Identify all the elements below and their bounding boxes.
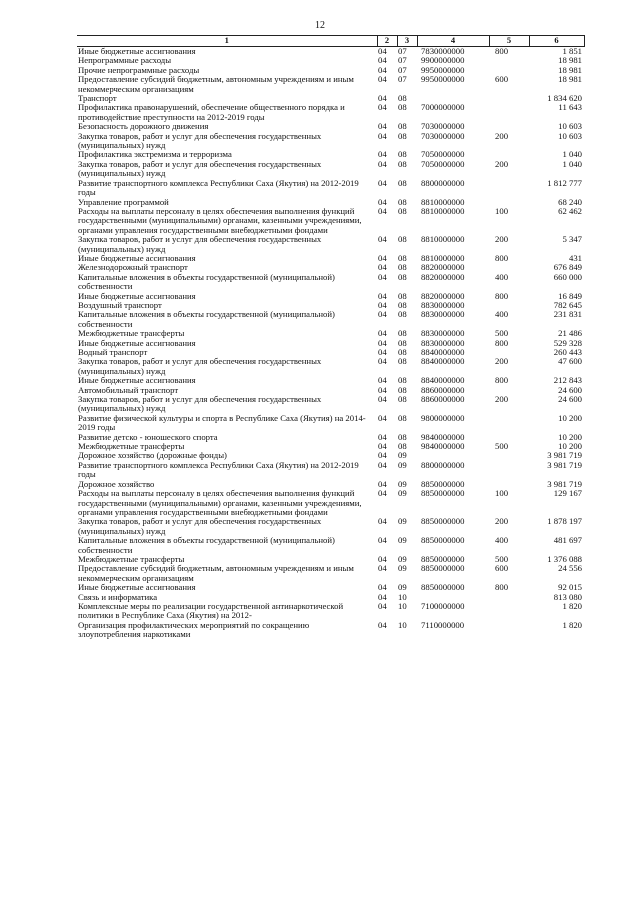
- row-target-article: 8820000000: [421, 290, 465, 301]
- row-target-article: 7110000000: [421, 619, 465, 630]
- row-amount: 481 697: [553, 535, 582, 546]
- row-name: Воздушный транспорт: [78, 299, 162, 310]
- row-amount: 3 981 719: [547, 459, 582, 470]
- row-section: 04: [378, 375, 387, 386]
- row-subsection: 09: [398, 535, 407, 546]
- row-amount: 18 981: [558, 55, 582, 66]
- row-name: Прочие непрограммные расходы: [78, 64, 200, 75]
- row-subsection: 07: [398, 55, 407, 66]
- row-amount: 529 328: [553, 337, 582, 348]
- row-target-article: 8840000000: [421, 375, 465, 386]
- row-name: Непрограммные расходы: [78, 55, 172, 66]
- row-expense-type: 100: [495, 488, 509, 499]
- row-subsection: 08: [398, 299, 407, 310]
- row-amount: 431: [568, 252, 582, 263]
- row-subsection: 10: [398, 600, 407, 611]
- row-subsection: 10: [398, 619, 407, 630]
- row-target-article: 8840000000: [421, 347, 465, 357]
- row-expense-type: [489, 179, 529, 198]
- row-amount: 5 347: [562, 234, 582, 245]
- row-amount: 676 849: [553, 262, 582, 273]
- row-expense-type: 400: [495, 309, 509, 320]
- row-subsection: 08: [398, 412, 407, 423]
- row-amount: 10 200: [558, 431, 582, 442]
- table-row: [77, 235, 584, 254]
- row-target-article: 7050000000: [421, 149, 465, 160]
- row-target-article: 8800000000: [421, 459, 465, 470]
- row-name: Капитальные вложения в объекты государственной (муниципальной) собственности: [78, 535, 335, 555]
- row-section: 04: [378, 563, 387, 574]
- row-amount: 18 981: [558, 64, 582, 75]
- row-target-article: 8850000000: [421, 516, 465, 527]
- row-name: Закупка товаров, работ и услуг для обеспечения государственных (муниципальных) нужд: [78, 234, 322, 254]
- row-section: 04: [378, 309, 387, 320]
- row-expense-type: [489, 94, 529, 103]
- row-subsection: 08: [398, 158, 407, 169]
- table-row: [77, 564, 584, 583]
- row-name: Автомобильный транспорт: [78, 384, 179, 395]
- row-subsection: 08: [398, 177, 407, 188]
- row-subsection: 09: [398, 553, 407, 564]
- row-amount: 24 600: [558, 384, 582, 395]
- row-name: Закупка товаров, работ и услуг для обеспечения государственных (муниципальных) нужд: [78, 516, 322, 536]
- row-subsection: 08: [398, 337, 407, 348]
- row-name: Дорожное хозяйство: [78, 478, 155, 489]
- row-name: Межбюджетные трансферты: [78, 441, 185, 452]
- row-amount: 47 600: [558, 356, 582, 367]
- row-expense-type: 600: [495, 563, 509, 574]
- row-subsection: 08: [398, 328, 407, 339]
- row-amount: 782 645: [553, 299, 582, 310]
- row-section: 04: [378, 271, 387, 282]
- row-expense-type: [489, 602, 529, 621]
- row-amount: 21 486: [558, 328, 582, 339]
- row-expense-type: 200: [495, 394, 509, 405]
- row-subsection: 08: [398, 93, 407, 104]
- row-subsection: 07: [398, 64, 407, 75]
- row-amount: 813 080: [553, 591, 582, 602]
- row-section: 04: [378, 64, 387, 75]
- row-name: Транспорт: [78, 93, 117, 104]
- row-subsection: 09: [398, 516, 407, 527]
- row-subsection: 08: [398, 130, 407, 141]
- row-subsection: 08: [398, 356, 407, 367]
- row-name: Закупка товаров, работ и услуг для обеспечения государственных (муниципальных) нужд: [78, 158, 322, 179]
- table-row: [77, 602, 584, 621]
- row-name: Предоставление субсидий бюджетным, автономным учреждениям и иным некоммерческим организациям: [78, 563, 354, 583]
- row-target-article: 7830000000: [421, 46, 465, 56]
- row-target-article: 9840000000: [421, 441, 465, 452]
- row-expense-type: 200: [495, 130, 509, 141]
- row-expense-type: 800: [495, 46, 509, 56]
- row-section: 04: [378, 356, 387, 367]
- row-amount: 1 851: [562, 46, 582, 56]
- row-subsection: 08: [398, 384, 407, 395]
- row-subsection: 09: [398, 478, 407, 489]
- row-amount: 24 600: [558, 394, 582, 405]
- row-name: Управление программой: [78, 196, 169, 207]
- row-name: Связь и информатика: [78, 591, 158, 602]
- row-subsection: 08: [398, 121, 407, 132]
- row-amount: 1 376 088: [547, 553, 582, 564]
- row-target-article: 9950000000: [421, 74, 465, 85]
- table-row: [77, 517, 584, 536]
- table-row: [77, 339, 584, 348]
- row-target-article: 8830000000: [421, 328, 465, 339]
- row-section: 04: [378, 516, 387, 527]
- row-target-article: 8830000000: [421, 337, 465, 348]
- table-row: [77, 395, 584, 414]
- row-section: 04: [378, 450, 387, 461]
- row-target-article: 8850000000: [421, 582, 465, 593]
- column-header: 3: [397, 36, 417, 47]
- row-section: 04: [378, 121, 387, 132]
- row-subsection: 07: [398, 46, 407, 56]
- row-name: Иные бюджетные ассигнования: [78, 252, 196, 263]
- budget-table: [77, 35, 585, 640]
- table-header-row: [77, 36, 584, 47]
- row-target-article: 7030000000: [421, 121, 465, 132]
- row-section: 04: [378, 591, 387, 602]
- row-amount: 10 200: [558, 412, 582, 423]
- table-row: [77, 489, 584, 517]
- row-name: Безопасность дорожного движения: [78, 121, 209, 132]
- row-expense-type: [489, 414, 529, 433]
- row-section: 04: [378, 600, 387, 611]
- row-section: 04: [378, 55, 387, 66]
- row-amount: 10 603: [558, 130, 582, 141]
- table-row: [77, 414, 584, 433]
- row-subsection: 08: [398, 347, 407, 357]
- row-section: 04: [378, 347, 387, 357]
- table-row: [77, 273, 584, 292]
- row-name: Иные бюджетные ассигнования: [78, 290, 196, 301]
- row-target-article: 7100000000: [421, 600, 465, 611]
- row-section: 04: [378, 441, 387, 452]
- row-subsection: 08: [398, 205, 407, 216]
- row-section: 04: [378, 262, 387, 273]
- row-expense-type: [489, 451, 529, 460]
- row-section: 04: [378, 177, 387, 188]
- row-amount: 1 820: [562, 600, 582, 611]
- table-row: [77, 310, 584, 329]
- row-target-article: 7030000000: [421, 130, 465, 141]
- row-target-article: 7000000000: [421, 102, 465, 113]
- row-amount: 10 200: [558, 441, 582, 452]
- row-amount: 3 981 719: [547, 450, 582, 461]
- row-subsection: 08: [398, 149, 407, 160]
- row-section: 04: [378, 130, 387, 141]
- page-number: 12: [315, 20, 325, 31]
- row-expense-type: 800: [495, 582, 509, 593]
- row-subsection: 10: [398, 591, 407, 602]
- row-section: 04: [378, 384, 387, 395]
- row-name: Развитие транспортного комплекса Республики Саха (Якутия) на 2012-2019 годы: [78, 459, 359, 480]
- row-subsection: 08: [398, 441, 407, 452]
- row-amount: 212 843: [553, 375, 582, 386]
- row-name: Капитальные вложения в объекты государственной (муниципальной) собственности: [78, 271, 335, 292]
- row-target-article: 9800000000: [421, 412, 465, 423]
- column-header: 4: [417, 36, 489, 47]
- row-subsection: 08: [398, 252, 407, 263]
- row-section: 04: [378, 149, 387, 160]
- table-row: [77, 536, 584, 555]
- row-name: Железнодорожный транспорт: [78, 262, 188, 273]
- row-amount: 24 556: [558, 563, 582, 574]
- row-expense-type: [489, 103, 529, 122]
- row-target-article: 8800000000: [421, 177, 465, 188]
- row-expense-type: 400: [495, 271, 509, 282]
- row-expense-type: 400: [495, 535, 509, 546]
- row-target-article: 8860000000: [421, 394, 465, 405]
- row-name: Межбюджетные трансферты: [78, 553, 185, 564]
- table-row: [77, 357, 584, 376]
- row-target-article: 9900000000: [421, 55, 465, 66]
- row-section: 04: [378, 582, 387, 593]
- table-row: [77, 132, 584, 151]
- row-section: 04: [378, 328, 387, 339]
- row-name: Дорожное хозяйство (дорожные фонды): [78, 450, 227, 461]
- row-expense-type: [489, 621, 529, 640]
- row-section: 04: [378, 46, 387, 56]
- row-expense-type: 600: [495, 74, 509, 85]
- row-amount: 129 167: [553, 488, 582, 499]
- row-amount: 660 000: [553, 271, 582, 282]
- row-amount: 1 040: [562, 149, 582, 160]
- row-amount: 1 878 197: [547, 516, 582, 527]
- row-subsection: 09: [398, 450, 407, 461]
- row-amount: 18 981: [558, 74, 582, 85]
- row-expense-type: 500: [495, 328, 509, 339]
- row-subsection: 08: [398, 234, 407, 245]
- row-amount: 1 834 620: [547, 93, 582, 104]
- table-row: [77, 621, 584, 640]
- row-expense-type: 800: [495, 290, 509, 301]
- column-header: 1: [77, 36, 377, 47]
- row-expense-type: 500: [495, 553, 509, 564]
- row-name: Водный транспорт: [78, 347, 148, 357]
- row-target-article: 9840000000: [421, 431, 465, 442]
- row-section: 04: [378, 535, 387, 546]
- row-target-article: 8810000000: [421, 196, 465, 207]
- row-amount: 10 603: [558, 121, 582, 132]
- row-amount: 11 643: [558, 102, 582, 113]
- table-row: [77, 160, 584, 179]
- row-name: Расходы на выплаты персоналу в целях обеспечения выполнения функций государственными (муниципальными) органами, казенными учреждениями, органами управления государственными внебюджетными фондами: [78, 488, 362, 517]
- row-section: 04: [378, 299, 387, 310]
- row-section: 04: [378, 102, 387, 113]
- row-target-article: 7050000000: [421, 158, 465, 169]
- row-name: Иные бюджетные ассигнования: [78, 46, 196, 56]
- row-amount: 16 849: [558, 290, 582, 301]
- column-header: 6: [529, 36, 584, 47]
- row-name: Развитие транспортного комплекса Республики Саха (Якутия) на 2012-2019 годы: [78, 177, 359, 198]
- row-subsection: 09: [398, 488, 407, 499]
- row-expense-type: 800: [495, 375, 509, 386]
- row-target-article: 8810000000: [421, 205, 465, 216]
- row-expense-type: [489, 56, 529, 65]
- row-name: Иные бюджетные ассигнования: [78, 375, 196, 386]
- row-section: 04: [378, 74, 387, 85]
- row-section: 04: [378, 478, 387, 489]
- row-section: 04: [378, 196, 387, 207]
- table-row: [77, 207, 584, 235]
- row-subsection: 07: [398, 74, 407, 85]
- row-expense-type: [489, 461, 529, 480]
- row-name: Развитие физической культуры и спорта в Республике Саха (Якутия) на 2014-2019 годы: [78, 412, 366, 433]
- row-target-article: 8820000000: [421, 262, 465, 273]
- row-name: Межбюджетные трансферты: [78, 328, 185, 339]
- row-section: 04: [378, 488, 387, 499]
- row-expense-type: 500: [495, 441, 509, 452]
- row-section: 04: [378, 290, 387, 301]
- row-expense-type: 200: [495, 234, 509, 245]
- row-expense-type: 800: [495, 252, 509, 263]
- row-expense-type: 200: [495, 516, 509, 527]
- row-subsection: 08: [398, 102, 407, 113]
- row-section: 04: [378, 234, 387, 245]
- row-amount: 62 462: [558, 205, 582, 216]
- row-section: 04: [378, 252, 387, 263]
- row-name: Капитальные вложения в объекты государственной (муниципальной) собственности: [78, 309, 335, 329]
- row-expense-type: 200: [495, 158, 509, 169]
- row-name: Организация профилактических мероприятий по сокращению злоупотребления наркотиками: [78, 619, 310, 640]
- row-name: Развитие детско - юношеского спорта: [78, 431, 218, 442]
- row-amount: 260 443: [553, 347, 582, 357]
- row-target-article: 8820000000: [421, 271, 465, 282]
- table-row: [77, 103, 584, 122]
- row-subsection: 09: [398, 459, 407, 470]
- column-header: 2: [377, 36, 397, 47]
- row-subsection: 08: [398, 431, 407, 442]
- row-section: 04: [378, 412, 387, 423]
- row-section: 04: [378, 93, 387, 104]
- row-target-article: 8840000000: [421, 356, 465, 367]
- row-section: 04: [378, 431, 387, 442]
- row-target-article: 8830000000: [421, 299, 465, 310]
- row-subsection: 08: [398, 309, 407, 320]
- row-name: Закупка товаров, работ и услуг для обеспечения государственных (муниципальных) нужд: [78, 356, 322, 376]
- table-body: [77, 47, 584, 640]
- row-target-article: 9950000000: [421, 64, 465, 75]
- row-target-article: 8850000000: [421, 535, 465, 546]
- table-row: [77, 75, 584, 94]
- column-header: 5: [489, 36, 529, 47]
- row-expense-type: [489, 593, 529, 602]
- row-subsection: 09: [398, 582, 407, 593]
- row-subsection: 08: [398, 271, 407, 282]
- row-section: 04: [378, 337, 387, 348]
- row-amount: 231 831: [553, 309, 582, 320]
- row-amount: 1 820: [562, 619, 582, 630]
- row-target-article: 8850000000: [421, 553, 465, 564]
- row-target-article: 8860000000: [421, 384, 465, 395]
- row-section: 04: [378, 619, 387, 630]
- row-target-article: 8850000000: [421, 563, 465, 574]
- row-expense-type: 200: [495, 356, 509, 367]
- table-row: [77, 179, 584, 198]
- row-amount: 92 015: [558, 582, 582, 593]
- row-name: Закупка товаров, работ и услуг для обеспечения государственных (муниципальных) нужд: [78, 394, 322, 414]
- row-name: Профилактика правонарушений, обеспечение общественного порядка и противодействие преступности на 2012-2019 годы: [78, 102, 345, 122]
- row-name: Профилактика экстремизма и терроризма: [78, 149, 232, 160]
- row-amount: 3 981 719: [547, 478, 582, 489]
- row-subsection: 08: [398, 290, 407, 301]
- row-section: 04: [378, 459, 387, 470]
- row-section: 04: [378, 205, 387, 216]
- row-subsection: 08: [398, 394, 407, 405]
- row-name: Иные бюджетные ассигнования: [78, 337, 196, 348]
- row-amount: 1 812 777: [547, 177, 582, 188]
- row-target-article: 8810000000: [421, 234, 465, 245]
- row-name: Расходы на выплаты персоналу в целях обеспечения выполнения функций государственными (муниципальными) органами, казенными учреждениями, органами управления государственными внебюджетными фондами: [78, 205, 362, 235]
- row-target-article: 8850000000: [421, 478, 465, 489]
- row-target-article: 8850000000: [421, 488, 465, 499]
- row-section: 04: [378, 394, 387, 405]
- table-row: [77, 461, 584, 480]
- row-subsection: 08: [398, 196, 407, 207]
- row-section: 04: [378, 158, 387, 169]
- row-target-article: 8830000000: [421, 309, 465, 320]
- row-name: Иные бюджетные ассигнования: [78, 582, 196, 593]
- row-target-article: 8810000000: [421, 252, 465, 263]
- row-name: Комплексные меры по реализации государственной антинаркотической политики в Республике Саха (Якутия) на 2012-: [78, 600, 344, 621]
- row-subsection: 08: [398, 262, 407, 273]
- row-subsection: 09: [398, 563, 407, 574]
- row-subsection: 08: [398, 375, 407, 386]
- row-amount: 68 240: [558, 196, 582, 207]
- row-amount: 1 040: [562, 158, 582, 169]
- row-expense-type: 800: [495, 337, 509, 348]
- row-name: Закупка товаров, работ и услуг для обеспечения государственных (муниципальных) нужд: [78, 130, 322, 151]
- row-name: Предоставление субсидий бюджетным, автономным учреждениям и иным некоммерческим организациям: [78, 74, 354, 94]
- row-section: 04: [378, 553, 387, 564]
- row-expense-type: 100: [495, 205, 509, 216]
